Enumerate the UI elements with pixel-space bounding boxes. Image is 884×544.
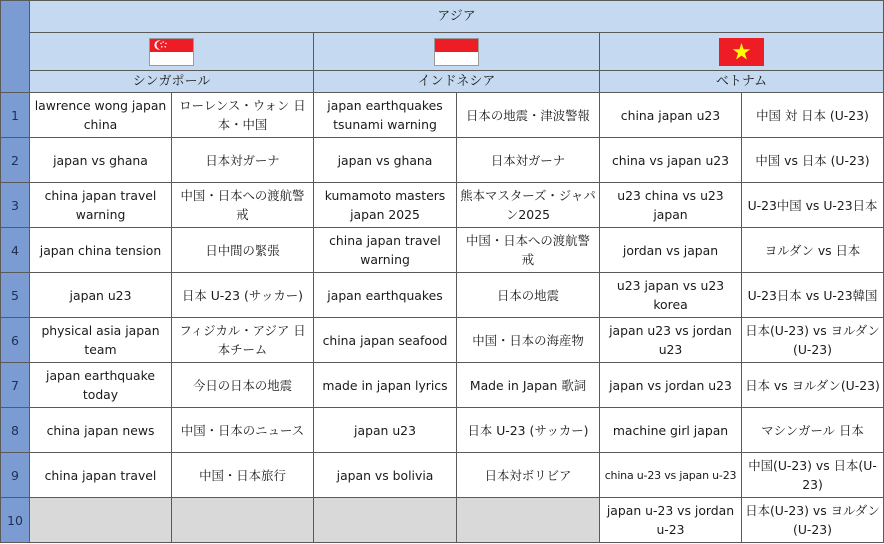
search-term-cell: japan vs jordan u23 <box>600 363 742 408</box>
translation-cell: 中国・日本の海産物 <box>457 318 600 363</box>
table-row <box>1 498 884 543</box>
translation-cell: U-23中国 vs U-23日本 <box>742 183 884 228</box>
row-number: 2 <box>1 138 30 183</box>
row-number: 10 <box>1 498 30 543</box>
translation-cell: 日本の地震 <box>457 273 600 318</box>
table-row <box>1 183 884 228</box>
translation-cell: 日本 U-23 (サッカー) <box>457 408 600 453</box>
translation-cell: 中国(U-23) vs 日本(U-23) <box>742 453 884 498</box>
table-row <box>1 408 884 453</box>
search-term-cell: japan china tension <box>30 228 172 273</box>
translation-cell: 日本対ボリビア <box>457 453 600 498</box>
translation-cell <box>172 498 314 543</box>
search-term-cell <box>30 498 172 543</box>
indonesia-flag-icon <box>434 38 479 66</box>
translation-cell: 日本 U-23 (サッカー) <box>172 273 314 318</box>
search-term-cell: japan u23 vs jordan u23 <box>600 318 742 363</box>
row-number: 3 <box>1 183 30 228</box>
translation-cell: 日本対ガーナ <box>457 138 600 183</box>
flag-cell-singapore <box>30 33 314 71</box>
row-number: 9 <box>1 453 30 498</box>
translation-cell: マシンガール 日本 <box>742 408 884 453</box>
translation-cell: 中国・日本への渡航警戒 <box>457 228 600 273</box>
translation-cell: Made in Japan 歌詞 <box>457 363 600 408</box>
search-term-cell <box>314 498 457 543</box>
search-term-cell: u23 china vs u23 japan <box>600 183 742 228</box>
row-number: 4 <box>1 228 30 273</box>
country-name: ベトナム <box>600 71 884 93</box>
translation-cell: 中国・日本への渡航警戒 <box>172 183 314 228</box>
search-term-cell: china japan seafood <box>314 318 457 363</box>
translation-cell: 日中間の緊張 <box>172 228 314 273</box>
search-term-cell: china japan travel warning <box>30 183 172 228</box>
translation-cell <box>457 498 600 543</box>
table-row <box>1 453 884 498</box>
row-number: 1 <box>1 93 30 138</box>
search-term-cell: china japan travel <box>30 453 172 498</box>
search-term-cell: u23 japan vs u23 korea <box>600 273 742 318</box>
region-header: アジア <box>30 1 884 33</box>
search-term-cell: made in japan lyrics <box>314 363 457 408</box>
search-term-cell: kumamoto masters japan 2025 <box>314 183 457 228</box>
search-term-cell: japan earthquakes tsunami warning <box>314 93 457 138</box>
country-name: シンガポール <box>30 71 314 93</box>
search-term-cell: china u-23 vs japan u-23 <box>600 453 742 498</box>
search-term-cell: physical asia japan team <box>30 318 172 363</box>
search-term-cell: lawrence wong japan china <box>30 93 172 138</box>
search-term-cell: japan u23 <box>30 273 172 318</box>
flag-cell-vietnam <box>600 33 884 71</box>
translation-cell: 日本(U-23) vs ヨルダン(U-23) <box>742 318 884 363</box>
translation-cell: U-23日本 vs U-23韓国 <box>742 273 884 318</box>
translation-cell: フィジカル・アジア 日本チーム <box>172 318 314 363</box>
row-number: 6 <box>1 318 30 363</box>
search-term-cell: china japan u23 <box>600 93 742 138</box>
vietnam-flag-icon <box>719 38 764 66</box>
table-row <box>1 273 884 318</box>
translation-cell: 日本 vs ヨルダン(U-23) <box>742 363 884 408</box>
search-term-cell: japan u-23 vs jordan u-23 <box>600 498 742 543</box>
translation-cell: ヨルダン vs 日本 <box>742 228 884 273</box>
search-term-cell: japan vs ghana <box>314 138 457 183</box>
row-number: 5 <box>1 273 30 318</box>
translation-cell: 中国 対 日本 (U-23) <box>742 93 884 138</box>
translation-cell: 熊本マスターズ・ジャパン2025 <box>457 183 600 228</box>
search-term-cell: machine girl japan <box>600 408 742 453</box>
table-row <box>1 318 884 363</box>
translation-cell: ローレンス・ウォン 日本・中国 <box>172 93 314 138</box>
translation-cell: 日本の地震・津波警報 <box>457 93 600 138</box>
search-term-cell: china vs japan u23 <box>600 138 742 183</box>
translation-cell: 中国・日本のニュース <box>172 408 314 453</box>
translation-cell: 日本(U-23) vs ヨルダン(U-23) <box>742 498 884 543</box>
translation-cell: 今日の日本の地震 <box>172 363 314 408</box>
row-number: 7 <box>1 363 30 408</box>
translation-cell: 中国 vs 日本 (U-23) <box>742 138 884 183</box>
table-row <box>1 363 884 408</box>
search-term-cell: japan u23 <box>314 408 457 453</box>
search-term-cell: china japan news <box>30 408 172 453</box>
search-term-cell: japan earthquakes <box>314 273 457 318</box>
corner-cell <box>1 1 30 93</box>
table-row <box>1 93 884 138</box>
search-term-cell: china japan travel warning <box>314 228 457 273</box>
search-term-cell: japan vs ghana <box>30 138 172 183</box>
table-row <box>1 138 884 183</box>
search-term-cell: japan earthquake today <box>30 363 172 408</box>
singapore-flag-icon <box>149 38 194 66</box>
row-number: 8 <box>1 408 30 453</box>
search-term-cell: japan vs bolivia <box>314 453 457 498</box>
translation-cell: 中国・日本旅行 <box>172 453 314 498</box>
search-term-cell: jordan vs japan <box>600 228 742 273</box>
flag-cell-indonesia <box>314 33 600 71</box>
table-row <box>1 228 884 273</box>
translation-cell: 日本対ガーナ <box>172 138 314 183</box>
country-name: インドネシア <box>314 71 600 93</box>
